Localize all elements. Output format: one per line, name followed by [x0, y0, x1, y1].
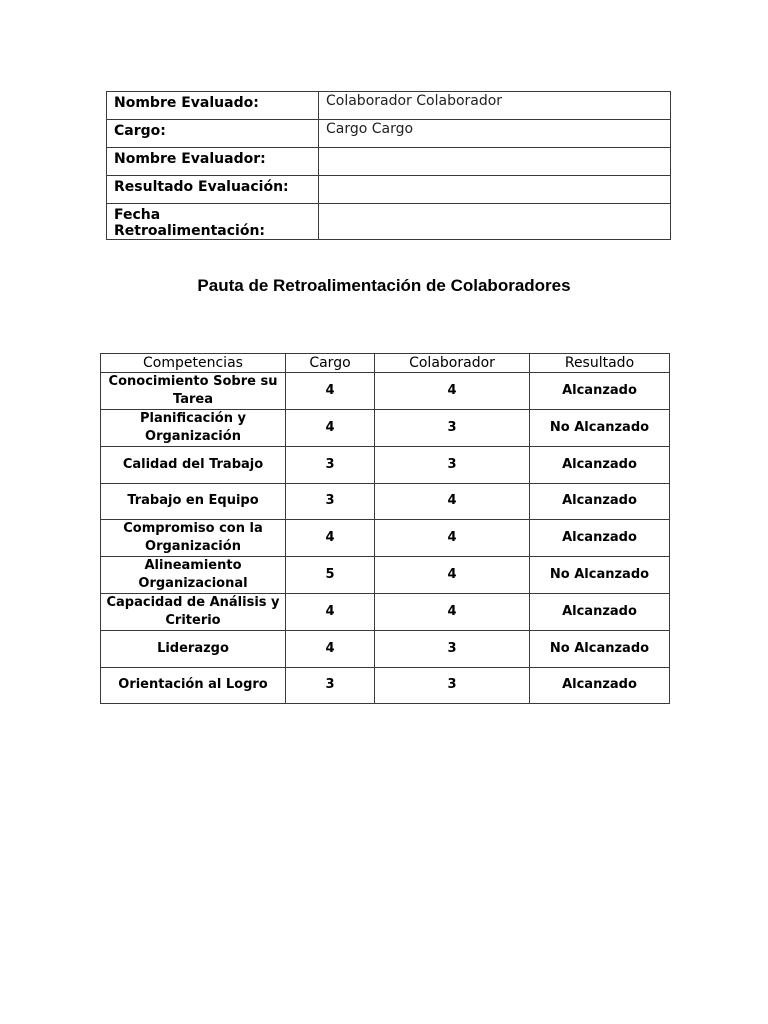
info-row-cargo — [107, 120, 671, 148]
cell-competencia: Alineamiento Organizacional — [101, 557, 286, 594]
evaluation-info-table — [106, 91, 671, 240]
competencies-table-header — [101, 354, 670, 373]
info-label: Fecha Retroalimentación: — [107, 204, 319, 240]
cell-competencia: Trabajo en Equipo — [101, 483, 286, 520]
cell-competencia: Calidad del Trabajo — [101, 447, 286, 484]
info-label: Resultado Evaluación: — [107, 176, 319, 204]
info-label: Cargo: — [107, 120, 319, 148]
cell-cargo: 3 — [286, 447, 375, 484]
document-title: Pauta de Retroalimentación de Colaboradores — [197, 276, 571, 295]
cell-cargo: 5 — [286, 557, 375, 594]
info-value — [319, 148, 671, 176]
cell-competencia: Planificación y Organización — [101, 410, 286, 447]
cell-colaborador: 4 — [375, 594, 530, 631]
table-row — [101, 557, 670, 594]
cell-resultado: Alcanzado — [530, 594, 670, 631]
header-resultado: Resultado — [530, 354, 670, 373]
cell-competencia: Liderazgo — [101, 631, 286, 668]
info-label: Nombre Evaluador: — [107, 148, 319, 176]
cell-resultado: No Alcanzado — [530, 410, 670, 447]
cell-resultado: Alcanzado — [530, 667, 670, 704]
cell-cargo: 4 — [286, 410, 375, 447]
info-label: Nombre Evaluado: — [107, 92, 319, 120]
cell-colaborador: 3 — [375, 447, 530, 484]
cell-resultado: Alcanzado — [530, 373, 670, 410]
header-row — [101, 354, 670, 373]
table-row — [101, 373, 670, 410]
cell-colaborador: 3 — [375, 410, 530, 447]
competencies-table — [100, 353, 670, 704]
table-row — [101, 594, 670, 631]
table-row — [101, 631, 670, 668]
info-value: Colaborador Colaborador — [319, 92, 671, 120]
header-competencias: Competencias — [101, 354, 286, 373]
info-row-nombre-evaluado — [107, 92, 671, 120]
table-row — [101, 520, 670, 557]
header-cargo: Cargo — [286, 354, 375, 373]
info-value — [319, 176, 671, 204]
info-row-fecha-retroalimentacion — [107, 204, 671, 240]
info-value: Cargo Cargo — [319, 120, 671, 148]
cell-colaborador: 4 — [375, 557, 530, 594]
table-row — [101, 410, 670, 447]
cell-resultado: No Alcanzado — [530, 631, 670, 668]
cell-colaborador: 4 — [375, 373, 530, 410]
info-row-resultado-evaluacion — [107, 176, 671, 204]
table-row — [101, 447, 670, 484]
cell-cargo: 3 — [286, 667, 375, 704]
cell-cargo: 4 — [286, 520, 375, 557]
cell-cargo: 4 — [286, 594, 375, 631]
cell-competencia: Compromiso con la Organización — [101, 520, 286, 557]
cell-cargo: 4 — [286, 631, 375, 668]
info-value — [319, 204, 671, 240]
cell-resultado: Alcanzado — [530, 447, 670, 484]
cell-resultado: Alcanzado — [530, 520, 670, 557]
header-colaborador: Colaborador — [375, 354, 530, 373]
cell-resultado: No Alcanzado — [530, 557, 670, 594]
cell-colaborador: 4 — [375, 520, 530, 557]
cell-competencia: Orientación al Logro — [101, 667, 286, 704]
cell-competencia: Conocimiento Sobre su Tarea — [101, 373, 286, 410]
competencies-table-body — [101, 373, 670, 704]
cell-cargo: 4 — [286, 373, 375, 410]
info-table-body — [107, 92, 671, 240]
cell-competencia: Capacidad de Análisis y Criterio — [101, 594, 286, 631]
cell-cargo: 3 — [286, 483, 375, 520]
table-row — [101, 667, 670, 704]
cell-resultado: Alcanzado — [530, 483, 670, 520]
info-row-nombre-evaluador — [107, 148, 671, 176]
table-row — [101, 483, 670, 520]
cell-colaborador: 3 — [375, 667, 530, 704]
cell-colaborador: 4 — [375, 483, 530, 520]
cell-colaborador: 3 — [375, 631, 530, 668]
